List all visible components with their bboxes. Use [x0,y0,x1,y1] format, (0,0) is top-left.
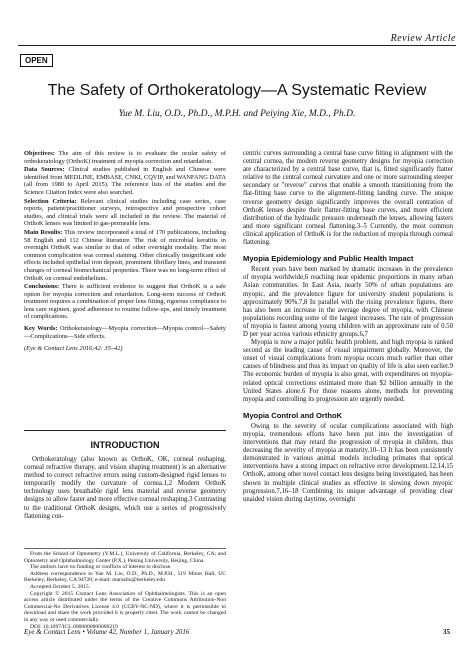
journal-footer: Eye & Contact Lens • Volume 42, Number 1, January 2016 [24,628,190,636]
intro-body [24,456,226,521]
article-title: The Safety of Orthokeratology—A Systematic Review [47,82,427,99]
sources-label: Data Sources: [24,166,65,174]
abstract-rule [24,430,226,431]
continued-paragraph: centric curves surrounding a central base curve fitting in alignment with the central cornea, the modern reverse geometry designs for myopia correction are characterized by a central base curve, that is, fitted significantly flatter relative to the central corneal curvature and one or more surrounding steeper secondary or "reverse" curves that enable a smooth transitioning from the flat-fitting base curve to the alignment-fitting landing curve. The unique reverse geometry design significantly improves the overall centration of OrthoK lenses despite their flatter-fitting base curves, and more efficient distribution of the hydraulic pressure underneath the lenses, allowing fasters and more significant corneal flattening.3–5 Currently, the most common clinical application of OrthoK is for the reduction of myopia through corneal flattening. [243,150,453,247]
abstract-sources [24,166,226,196]
section-label: Review Article [390,33,456,44]
abstract-results [24,229,226,282]
abstract-objectives [24,150,226,165]
footnote-accepted: Accepted October 5, 2015. [30,583,91,590]
conclusions-label: Conclusions: [24,283,60,291]
footnote-affiliation: From the School of Optometry (Y.M.L.), University of California, Berkeley, CA; and Optometry and Ophthalmology Center (P.X.), Peking University, Beijing, China. [24,551,226,564]
objectives-label: Objectives: [24,150,55,157]
footnote-rule [24,548,226,549]
myopia-control-paragraph: Owing to the severity of ocular complications associated with high myopia, tremendous efforts have been put into the investigation of interventions that may retard the progression of myopia in children, thus decreasing the severity of myopia at maturity.10–13 It has been consistently demonstrated in various animal models including primates that optical interventions have a strong impact on refractive error development.12,14,15 OrthoK, among other novel contact lens designs being investigated, has been shown in multiple clinical studies as effective in slowing down myopic progression.7,16–18 Combining its unique advantage of providing clear unaided vision during daytime, overnight [243,422,453,503]
abstract [24,150,226,354]
page-number: 35 [443,628,450,636]
header-rule [18,45,456,46]
citation: (Eye & Contact Lens 2016;42: 35–42) [24,345,123,353]
keywords-text: Orthokeratology—Myopia correction—Myopia control—Safety—Complications—Side effects. [24,325,226,340]
criteria-text: Relevant clinical studies including case series, case reports, patient/practitioner surveys, retrospective and prospective cohort studies, and clinical trials were all included in the review. The material of OrthoK lenses was limited to gas-permeable lens. [24,197,227,228]
section-heading-epidemiology: Myopia Epidemiology and Public Health Impact [243,254,414,264]
abstract-keywords [24,325,226,340]
results-label: Main Results: [24,228,63,236]
section-heading-myopia-control: Myopia Control and OrthoK [243,410,343,420]
abstract-criteria [24,198,226,228]
abstract-conclusions [24,283,226,321]
epidemiology-paragraph-1: Recent years have been marked by dramatic increases in the prevalence of myopia worldwide,6 reaching near epidemic proportions in many urban Asian communities. In East Asia, nearly 50% of urban populations are myopic, and the prevalence figure for university student populations is approximately 90%.7,8 In parallel with the rising prevalence figures, there has also been an increase in the average degree of myopia, with Chinese populations recording some of the largest increases. The rate of progression of myopia is fastest among young children with an approximate rate of 0.50 D per year across various ethnicity groups.6,7 [243,266,453,338]
footnote-correspondence: Address correspondence to Yue M. Liu, O.D., Ph.D., M.P.H., 519 Minor Hall, UC Berkeley, Berkeley, CA 94720; e-mail: marsaliu@berkeley.edu [24,570,226,584]
intro-heading: INTRODUCTION [90,440,160,450]
intro-paragraph: Orthokeratology (also known as OrthoK, OK, corneal reshaping, corneal refractive therapy, and vision shaping treatment) is an alternative method to correct refractive errors using custom-designed rigid lenses to temporarily modify the curvature of cornea.1,2 Modern OrthoK technology uses breathable rigid lens material and reverse geometry designs to allow faster and more effective corneal reshaping.3 Contrasting to the traditional OrthoK designs, which use a series of progressively flattening con- [24,456,226,520]
open-access-badge: OPEN [20,54,53,67]
results-text: This review incorporated a total of 170 publications, including 58 English and 112 Chinese literature. The risk of microbial keratitis in overnight OrthoK was similar to that of other overnight modality. The most common complication was corneal staining. Other clinically insignificant side effects included epithelial iron deposit, prominent fibrillary lines, and transient changes of corneal biomechanical properties. There was no long-term effect of OrthoK on corneal endothelium. [24,228,227,282]
right-column [243,150,453,504]
footnotes [24,551,226,630]
sources-text: Clinical studies published in English and Chinese were identified from MEDLINE, EMBASE, CNKI, CQVIP, and WANFANG DATA (all from 1980 to April 2015). The reference lists of the studies and the Science Citation Index were also searched. [24,166,226,196]
criteria-label: Selection Criteria: [24,197,77,205]
footnote-doi: DOI: 10.1097/ICL.0000000000000219 [30,623,118,630]
footnote-copyright: Copyright © 2015 Contact Lens Association of Ophthalmologists. This is an open access article distributed under the terms of the Creative Commons Attribution-Non Commercial-No Derivatives License 4.0 (CCBY-NC-ND), where it is permissible to download and share the work provided it is properly cited. The work cannot be changed in any way or used commercially. [24,590,226,623]
article-authors: Yue M. Liu, O.D., Ph.D., M.P.H. and Peiying Xie, M.D., Ph.D. [118,109,356,119]
objectives-text: The aim of this review is to evaluate the ocular safety of orthokeratology (OrthoK) treatment of myopia correction and retardation. [24,150,226,165]
epidemiology-paragraph-2: Myopia is now a major public health problem, and high myopia is ranked second as the leading cause of visual impairment globally. Moreover, the onset of visual complications from myopia occurs much earlier than other causes of blindness and thus its impact on quality of life is also seen earlier.9 The economic burden of myopia is also great, with expenditures on myopia-related optical corrections estimated more than $2 billion annually in the United States alone.6 For those reasons alone, methods for preventing myopia and controlling its progression are urgently needed. [243,339,453,403]
conclusions-text: There is sufficient evidence to suggest that OrthoK is a safe option for myopia correction and retardation. Long-term success of OrthoK treatment requires a combination of proper lens fitting, rigorous compliance to lens care regimen, good adherence to routine follow-ups, and timely treatment of complications. [24,283,226,321]
keywords-label: Key Words: [24,325,58,333]
footnote-funding: The authors have no funding or conflicts of interest to disclose. [30,564,172,571]
